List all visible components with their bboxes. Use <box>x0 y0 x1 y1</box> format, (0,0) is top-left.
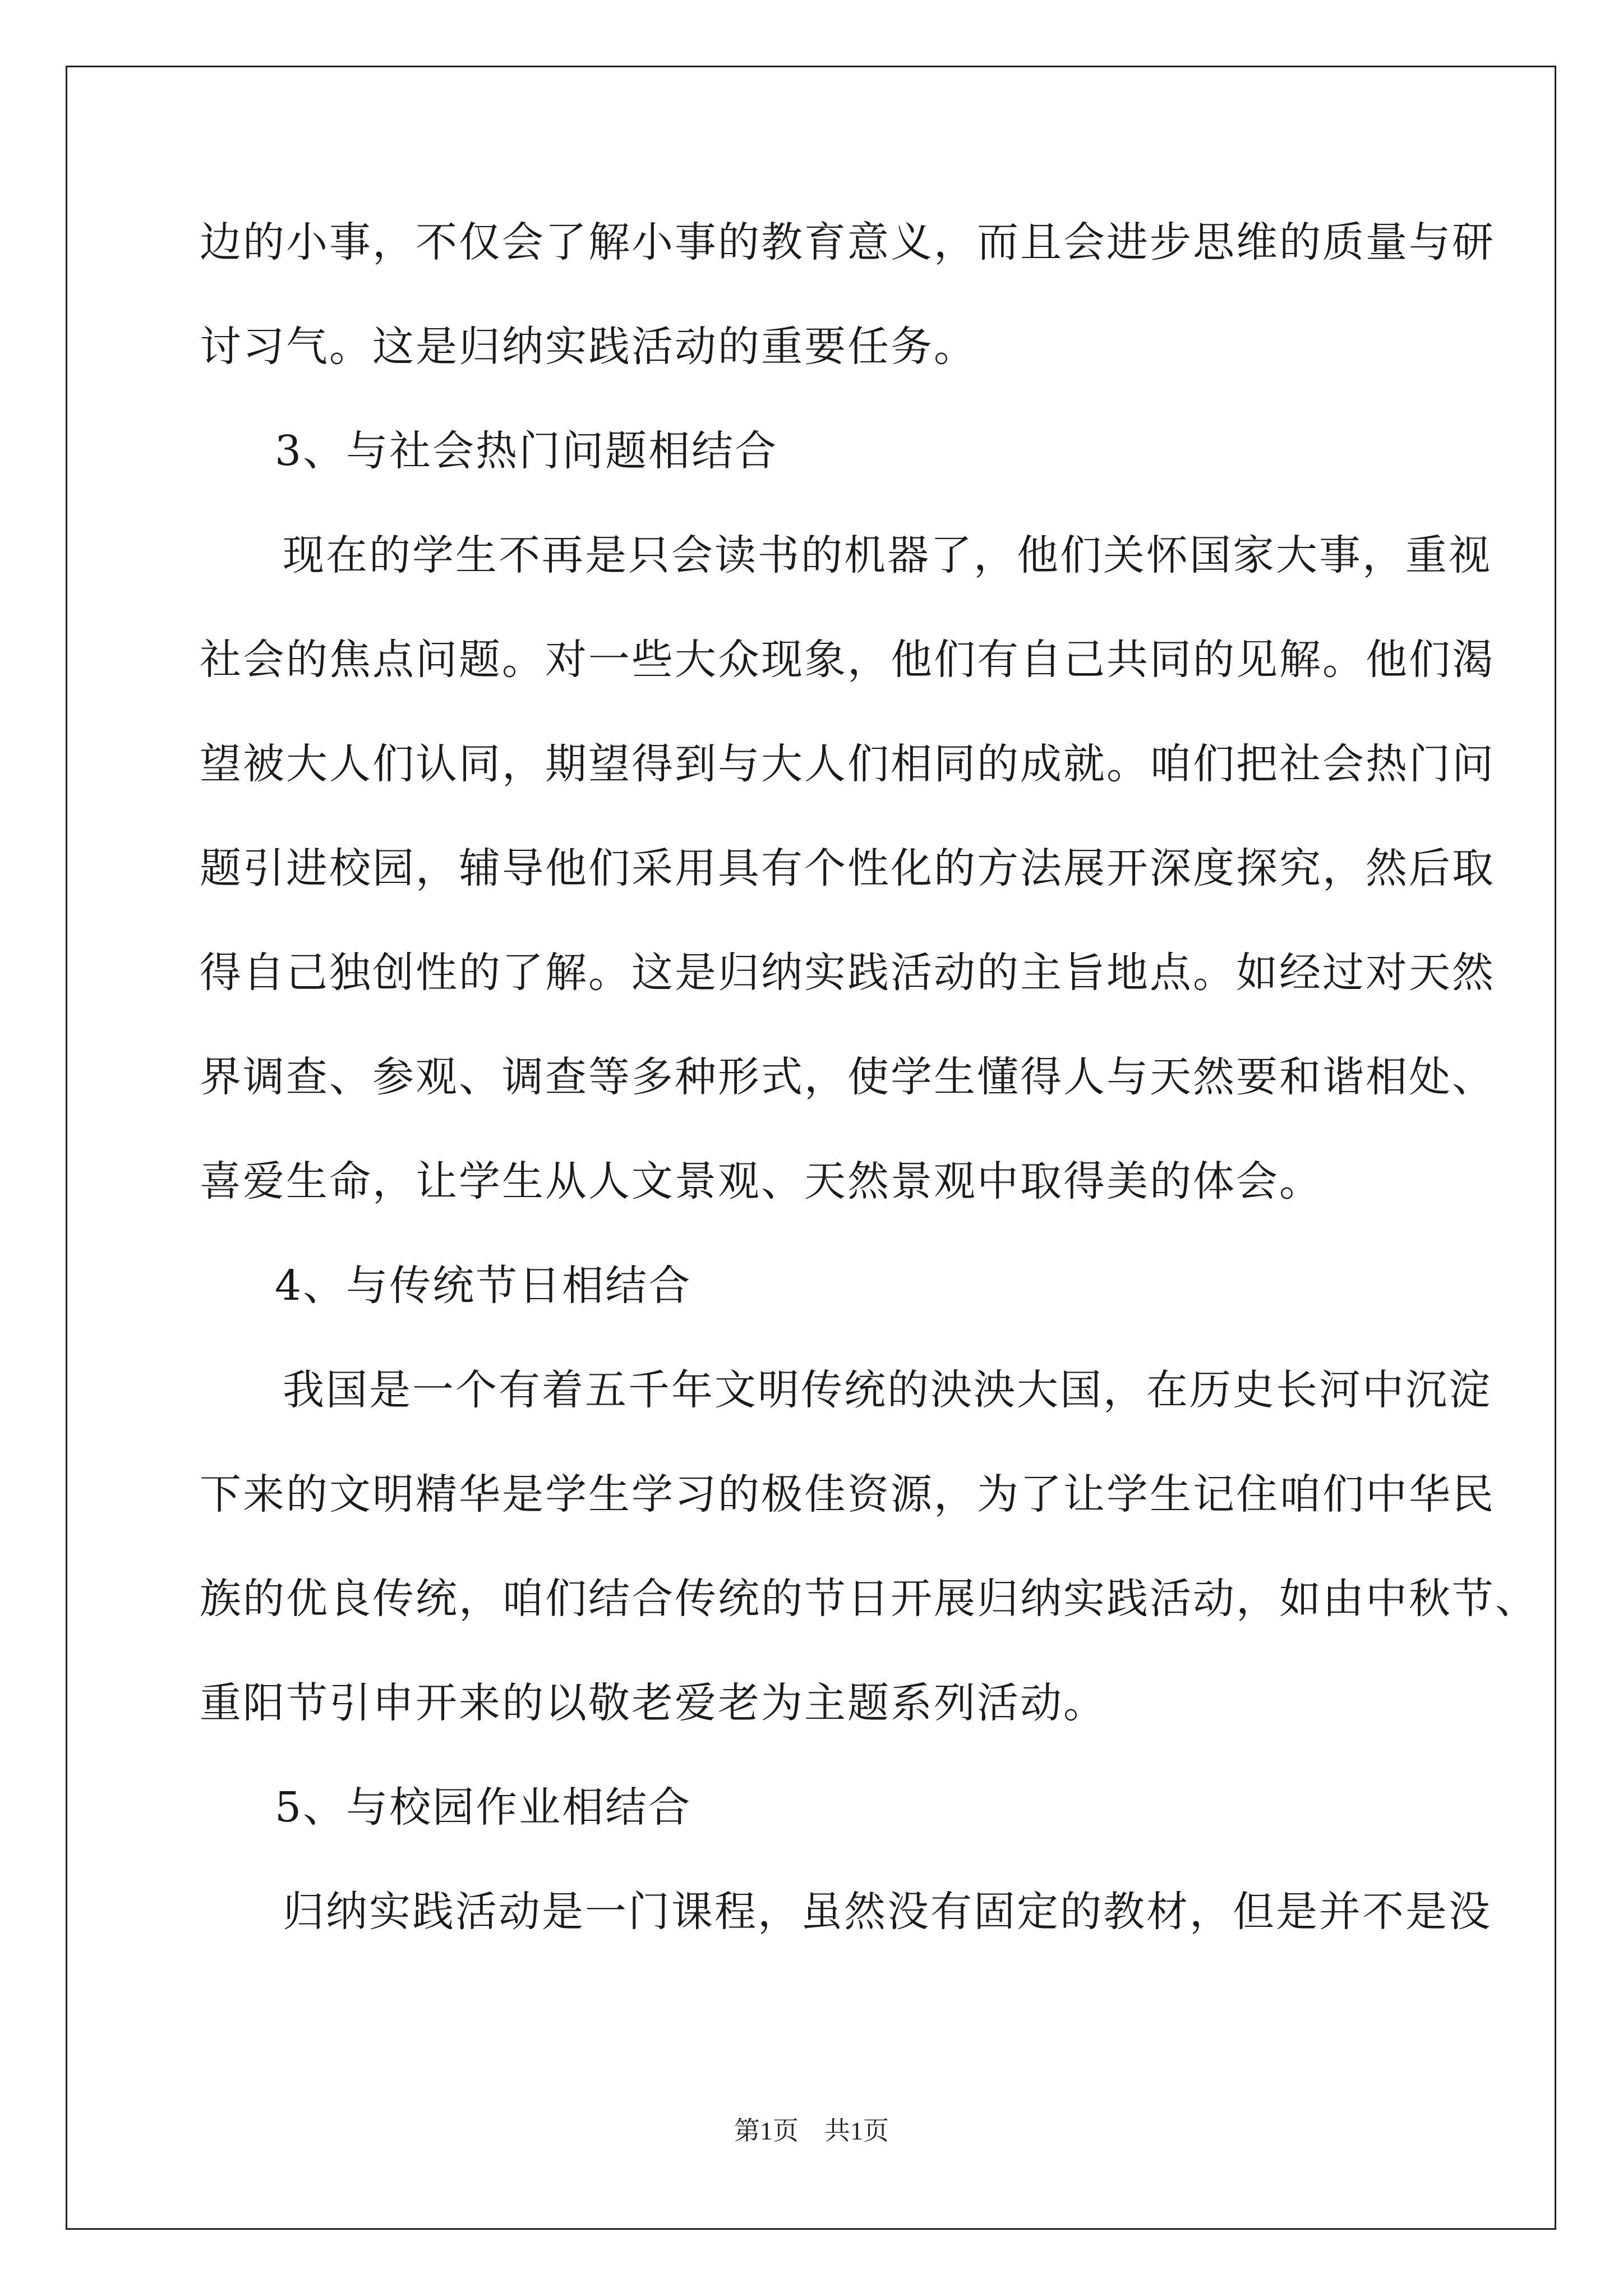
text-line: 题引进校园，辅导他们采用具有个性化的方法展开深度探究，然后取 <box>200 844 1495 892</box>
text-line: 社会的焦点问题。对一些大众现象，他们有自己共同的见解。他们渴 <box>200 636 1495 684</box>
section-heading-5: 5、与校园作业相结合 <box>275 1783 692 1832</box>
text-line: 重阳节引申开来的以敬老爱老为主题系列活动。 <box>200 1679 1106 1727</box>
page-footer: 第1页 共1页 <box>734 2116 889 2145</box>
paragraph-first-line: 我国是一个有着五千年文明传统的泱泱大国，在历史长河中沉淀 <box>283 1366 1492 1414</box>
section-heading-4: 4、与传统节日相结合 <box>275 1262 692 1310</box>
text-line: 边的小事，不仅会了解小事的教育意义，而且会进步思维的质量与研 <box>200 218 1495 266</box>
text-line: 望被大人们认同，期望得到与大人们相同的成就。咱们把社会热门问 <box>200 740 1495 788</box>
text-line: 得自己独创性的了解。这是归纳实践活动的主旨地点。如经过对天然 <box>200 949 1495 997</box>
paragraph-first-line: 归纳实践活动是一门课程，虽然没有固定的教材，但是并不是没 <box>283 1888 1492 1936</box>
text-line: 下来的文明精华是学生学习的极佳资源，为了让学生记住咱们中华民 <box>200 1470 1495 1519</box>
text-line: 讨习气。这是归纳实践活动的重要任务。 <box>200 323 977 371</box>
text-line: 族的优良传统，咱们结合传统的节日开展归纳实践活动，如由中秋节、 <box>200 1575 1538 1623</box>
paragraph-first-line: 现在的学生不再是只会读书的机器了，他们关怀国家大事，重视 <box>283 531 1492 579</box>
text-line: 界调查、参观、调查等多种形式，使学生懂得人与天然要和谐相处、 <box>200 1053 1495 1101</box>
text-line: 喜爱生命，让学生从人文景观、天然景观中取得美的体会。 <box>200 1157 1322 1205</box>
section-heading-3: 3、与社会热门问题相结合 <box>275 427 778 475</box>
